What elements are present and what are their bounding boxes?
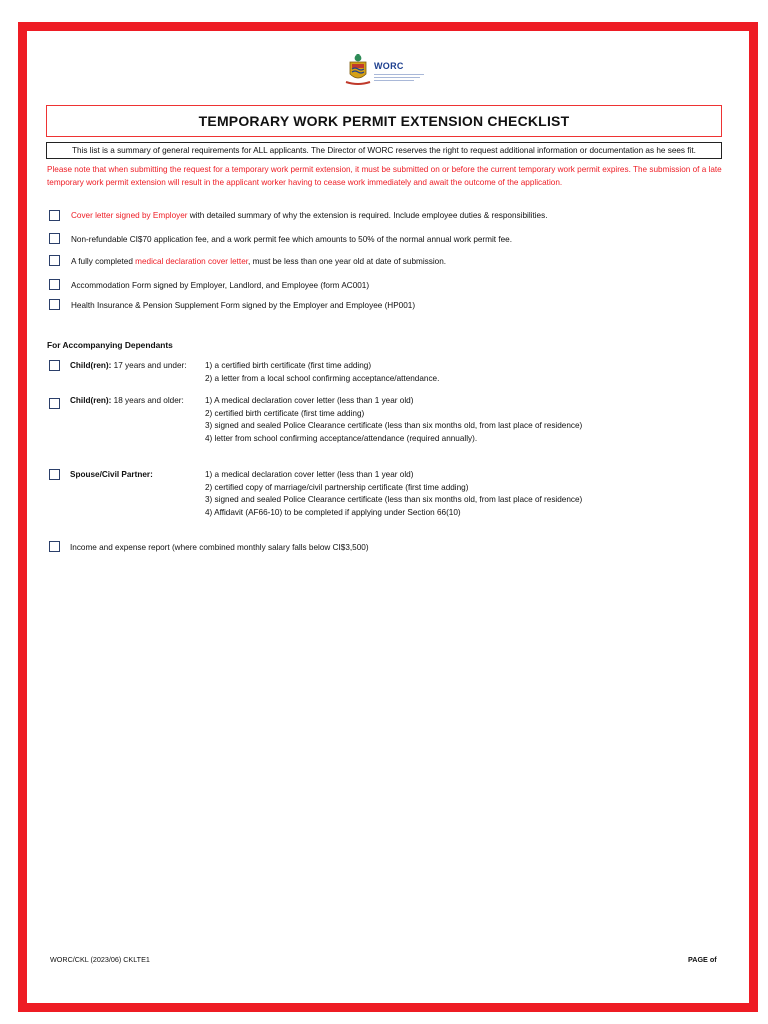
checklist-item-text: A fully completed	[71, 257, 136, 266]
form-code: WORC/CKL (2023/06) CKLTE1	[50, 955, 150, 964]
dependant-label-rest: 17 years and under:	[111, 361, 187, 370]
worc-logo	[344, 52, 426, 86]
requirement-item: 4) letter from school confirming acceptance/attendance (required annually).	[205, 433, 478, 443]
checklist-item-application-fee: Non-refundable CI$70 application fee, and a work permit fee which amounts to 50% of the normal annual work permit fee.	[71, 235, 513, 244]
checkbox-income-expense-report[interactable]	[49, 541, 60, 552]
requirement-item: 4) Affidavit (AF66-10) to be completed if applying under Section 66(10)	[205, 507, 461, 517]
requirement-item: 2) certified birth certificate (first time adding)	[205, 408, 365, 418]
checklist-item-text: with detailed summary of why the extension is required. Include employee duties & responsibilities.	[187, 211, 548, 220]
checkbox-children-under-17[interactable]	[49, 360, 60, 371]
requirement-item: 3) signed and sealed Police Clearance certificate (less than six months old, from last place of residence)	[205, 495, 583, 504]
dependant-label-bold: Child(ren):	[70, 361, 112, 370]
dependant-label-rest: 18 years and older:	[111, 396, 184, 405]
checkbox-accommodation-form[interactable]	[49, 279, 60, 290]
requirement-item: 2) certified copy of marriage/civil partnership certificate (first time adding)	[205, 482, 469, 492]
logo-tagline-line	[374, 77, 420, 78]
summary-text: This list is a summary of general requirements for ALL applicants. The Director of WORC reserves the right to request additional information or documentation as he sees fit.	[46, 142, 722, 159]
dependant-label-children-under-17	[70, 361, 187, 370]
checkbox-children-18-and-older[interactable]	[49, 398, 60, 409]
logo-tagline-line	[374, 74, 424, 75]
dependant-requirements-children-under-17	[205, 360, 439, 385]
dependant-label-bold: Spouse/Civil Partner:	[70, 470, 153, 479]
checkbox-health-insurance[interactable]	[49, 299, 60, 310]
page-title: TEMPORARY WORK PERMIT EXTENSION CHECKLIST	[46, 105, 722, 137]
checklist-item-medical-declaration	[71, 256, 446, 267]
checklist-item-health-insurance: Health Insurance & Pension Supplement Form signed by the Employer and Employee (HP001)	[71, 301, 416, 310]
checklist-item-cover-letter	[71, 210, 547, 221]
checkbox-application-fee[interactable]	[49, 233, 60, 244]
logo-text: WORC	[374, 61, 404, 71]
requirement-item: 1) a medical declaration cover letter (less than 1 year old)	[205, 470, 414, 479]
dependant-requirements-spouse-civil-partner	[205, 469, 582, 519]
checklist-item-red-text: Cover letter signed by Employer	[71, 211, 188, 220]
checklist-item-accommodation-form: Accommodation Form signed by Employer, Landlord, and Employee (form AC001)	[71, 281, 370, 290]
checkbox-medical-declaration[interactable]	[49, 255, 60, 266]
late-submission-notice: Please note that when submitting the request for a temporary work permit extension, it must be submitted on or before the current temporary work permit expires. The submission of a late temporary work permit extension will result in the applicant worker having to cease work immediately and await the outcome of the application.	[47, 165, 722, 187]
checkbox-spouse-civil-partner[interactable]	[49, 469, 60, 480]
dependants-heading: For Accompanying Dependants	[47, 340, 173, 350]
checklist-item-text: , must be less than one year old at date of submission.	[248, 257, 447, 266]
dependant-requirements-children-18-and-older	[205, 395, 582, 445]
page-number: PAGE of	[688, 955, 717, 964]
requirement-item: 1) A medical declaration cover letter (less than 1 year old)	[205, 396, 414, 405]
dependant-label-bold: Child(ren):	[70, 396, 112, 405]
dependant-label-spouse-civil-partner	[70, 470, 153, 479]
requirement-item: 1) a certified birth certificate (first time adding)	[205, 361, 372, 370]
requirement-item: 2) a letter from a local school confirming acceptance/attendance.	[205, 373, 440, 383]
checklist-item-income-expense-report: Income and expense report (where combined monthly salary falls below CI$3,500)	[70, 543, 369, 552]
checklist-item-red-text: medical declaration cover letter	[135, 257, 249, 266]
requirement-item: 3) signed and sealed Police Clearance certificate (less than six months old, from last place of residence)	[205, 421, 583, 430]
logo-tagline-line	[374, 80, 414, 81]
coat-of-arms-icon	[344, 52, 372, 86]
checkbox-cover-letter[interactable]	[49, 210, 60, 221]
dependant-label-children-18-and-older	[70, 396, 184, 405]
